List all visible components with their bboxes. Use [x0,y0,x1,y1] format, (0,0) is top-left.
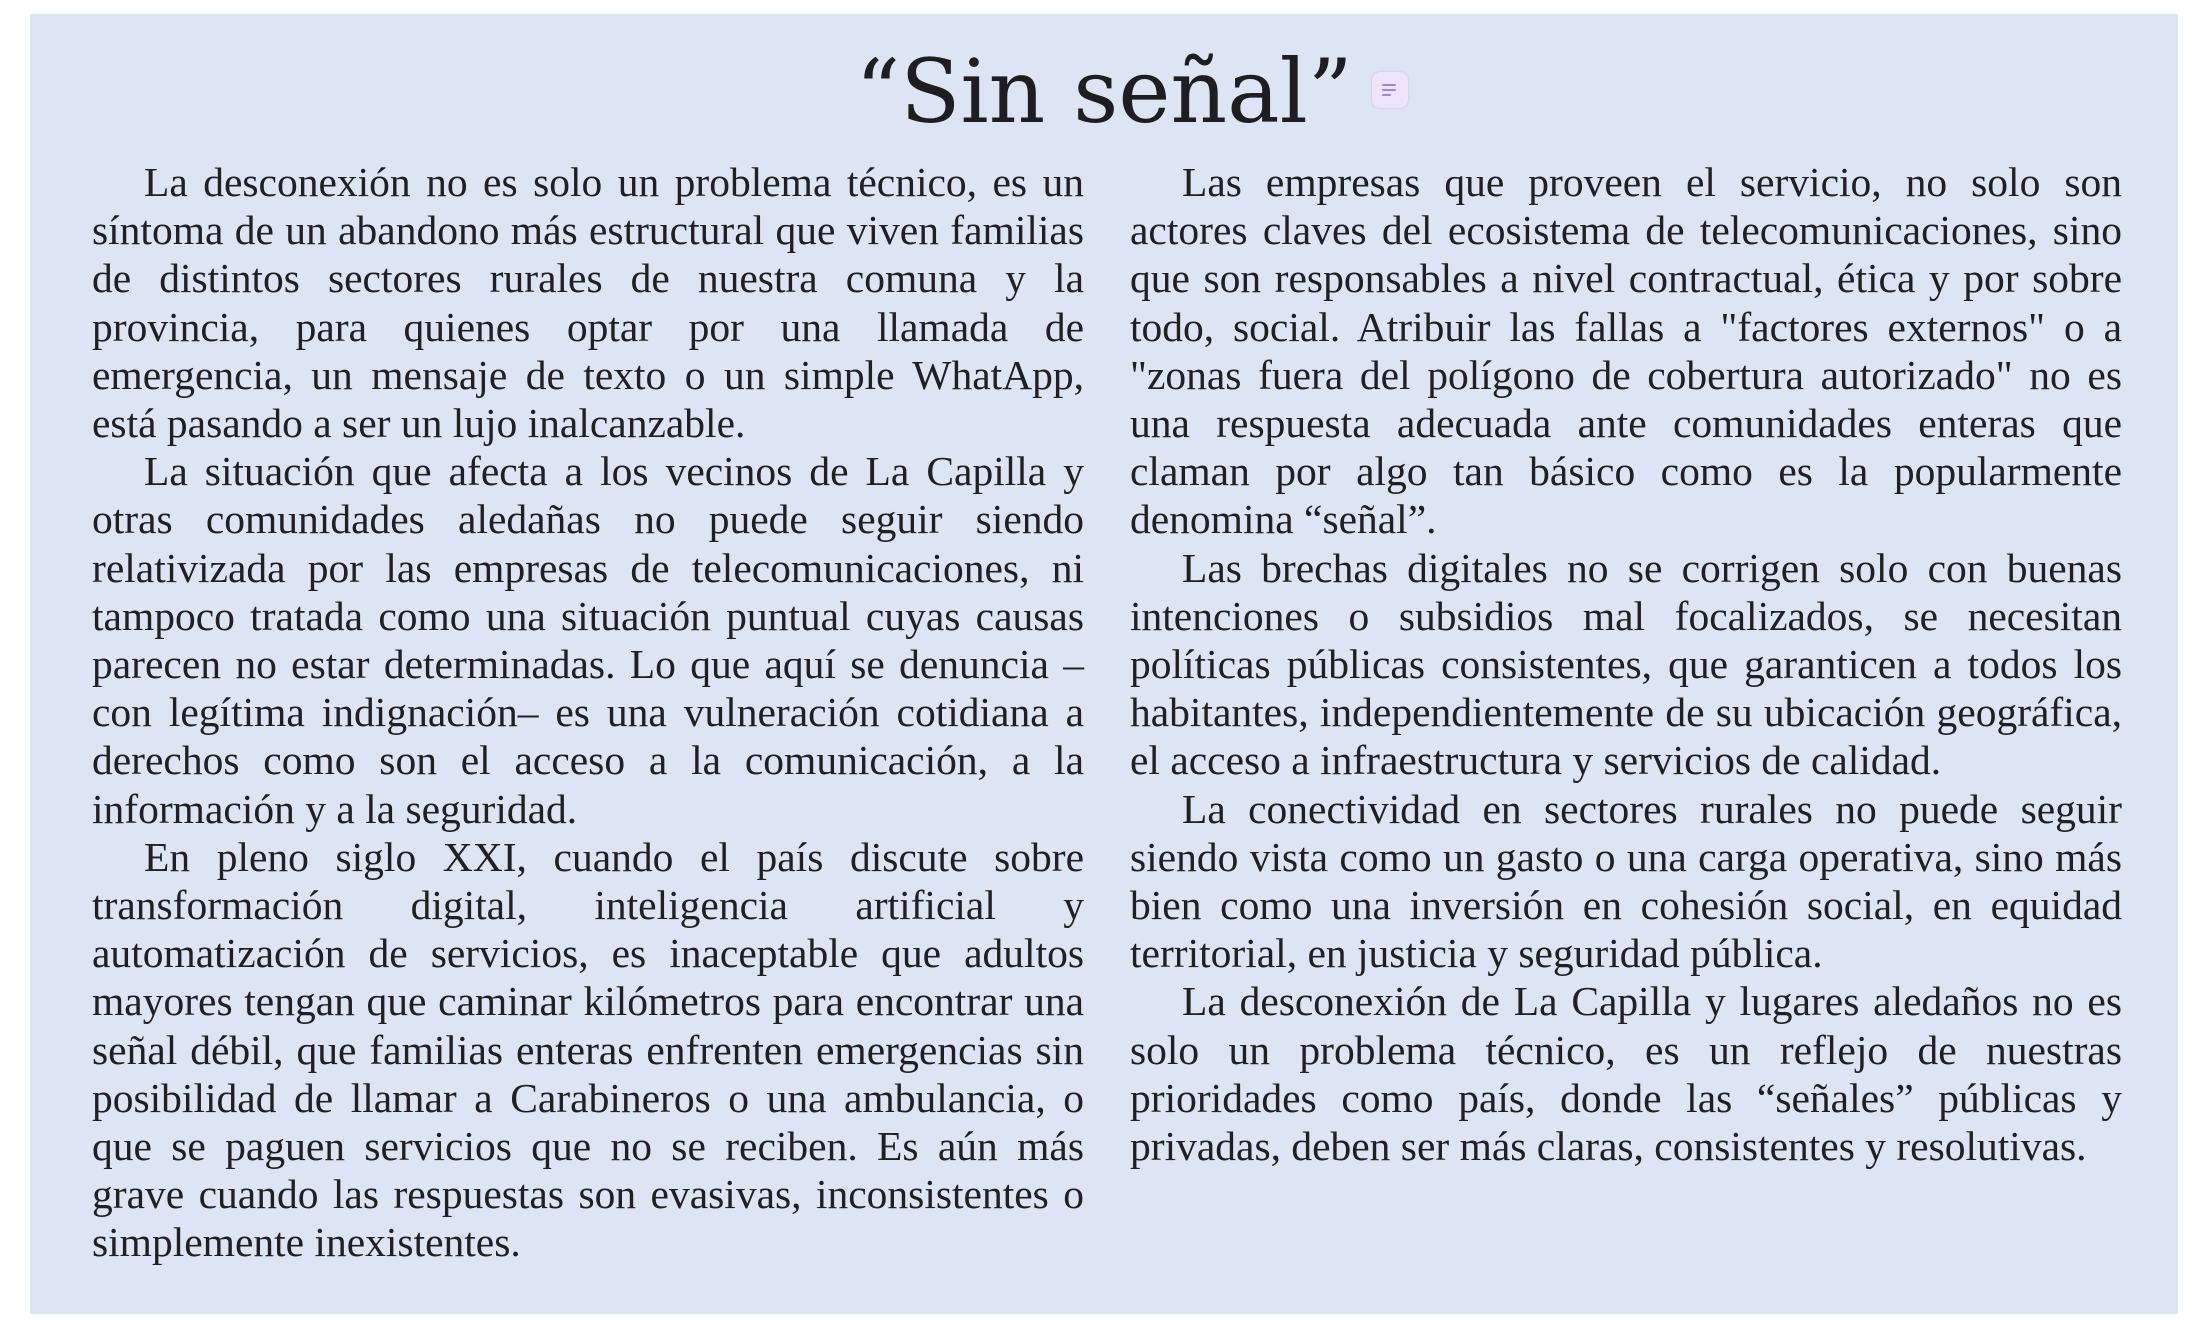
paragraph: Las brechas digitales no se corrigen solo con buenas intenciones o subsidios mal focalizados, se necesitan políticas públicas consistentes, que garanticen a todos los habitantes, independientemente de su ubicación geográfica, el acceso a infraestructura y servicios de calidad. [1130,544,2122,784]
article-column-left [92,158,1084,1267]
article-title: “Sin señal” [855,40,1353,143]
article-panel [30,14,2178,1314]
paragraph: En pleno siglo XXI, cuando el país discute sobre transformación digital, inteligencia artificial y automatización de servicios, es inaceptable que adultos mayores tengan que caminar kilómetros para encontrar una señal débil, que familias enteras enfrenten emergencias sin posibilidad de llamar a Carabineros o una ambulancia, o que se paguen servicios que no se reciben. Es aún más grave cuando las respuestas son evasivas, inconsistentes o simplemente inexistentes. [92,833,1084,1266]
paragraph: La conectividad en sectores rurales no puede seguir siendo vista como un gasto o una carga operativa, sino más bien como una inversión en cohesión social, en equidad territorial, en justicia y seguridad pública. [1130,785,2122,977]
note-icon-line [1382,84,1396,86]
note-icon[interactable] [1372,72,1408,108]
paragraph: Las empresas que proveen el servicio, no solo son actores claves del ecosistema de telecomunicaciones, sino que son responsables a nivel contractual, ética y por sobre todo, social. Atribuir las fallas a "factores externos" o a "zonas fuera del polígono de cobertura autorizado" no es una respuesta adecuada ante comunidades enteras que claman por algo tan básico como es la popularmente denomina “señal”. [1130,159,2122,543]
note-icon-line [1382,94,1391,96]
paragraph: La situación que afecta a los vecinos de La Capilla y otras comunidades aledañas no puede seguir siendo relativizada por las empresas de telecomunicaciones, ni tampoco tratada como una situación puntual cuyas causas parecen no estar determinadas. Lo que aquí se denuncia –con legítima indignación– es una vulneración cotidiana a derechos como son el acceso a la comunicación, a la información y a la seguridad. [92,448,1084,832]
note-icon-line [1382,89,1396,91]
paragraph: La desconexión no es solo un problema técnico, es un síntoma de un abandono más estructural que viven familias de distintos sectores rurales de nuestra comuna y la provincia, para quienes optar por una llamada de emergencia, un mensaje de texto o un simple WhatApp, está pasando a ser un lujo inalcanzable. [92,159,1084,447]
paragraph: La desconexión de La Capilla y lugares aledaños no es solo un problema técnico, es un reflejo de nuestras prioridades como país, donde las “señales” públicas y privadas, deben ser más claras, consistentes y resolutivas. [1130,978,2122,1170]
article-column-right [1130,158,2122,1170]
